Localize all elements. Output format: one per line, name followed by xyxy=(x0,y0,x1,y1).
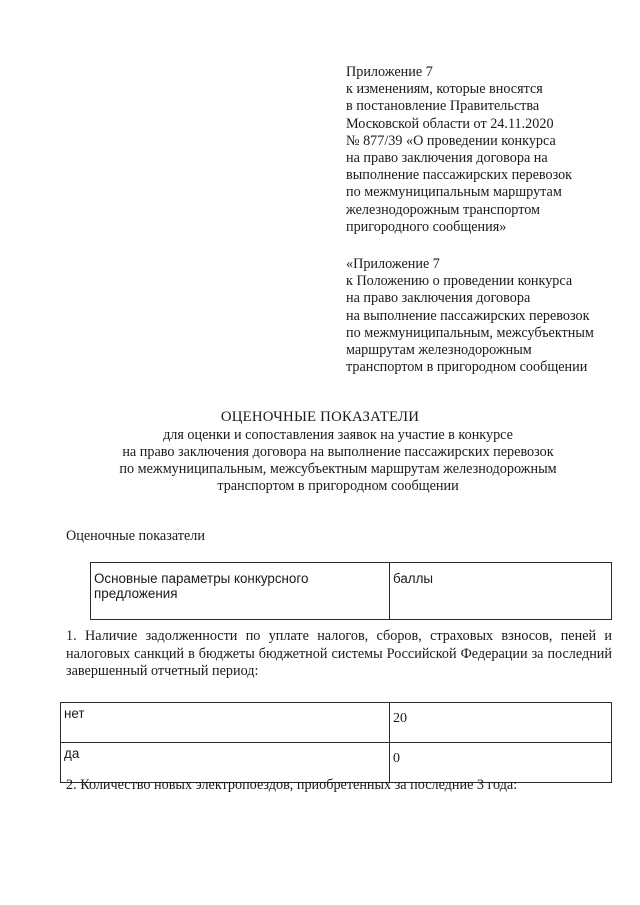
points-cell: 20 xyxy=(390,703,612,743)
section-label: Оценочные показатели xyxy=(66,528,205,544)
appendix-line: Приложение 7 xyxy=(346,64,433,80)
table-row xyxy=(61,703,612,743)
appendix-line: на право заключения договора xyxy=(346,290,531,307)
answer-cell: нет xyxy=(61,703,390,743)
appendix-line: «Приложение 7 xyxy=(346,256,440,272)
header-cell-parameters: Основные параметры конкурсного предложения xyxy=(91,563,390,620)
subtitle-line: транспортом в пригородном сообщении xyxy=(217,478,459,494)
subtitle-line: на право заключения договора на выполнение пассажирских перевозок xyxy=(122,444,554,460)
subtitle-line: по межмуниципальным, межсубъектным маршрутам железнодорожным xyxy=(119,461,557,477)
criterion-1-table xyxy=(60,702,612,783)
appendix-line: железнодорожным транспортом xyxy=(346,201,541,218)
points-cell: 0 xyxy=(390,743,612,783)
appendix-line: пригородного сообщения» xyxy=(346,218,507,235)
criterion-2-text: 2. Количество новых электропоездов, приобретенных за последние 3 года: xyxy=(66,777,518,793)
appendix-line: на выполнение пассажирских перевозок xyxy=(346,307,590,324)
appendix-line: по межмуниципальным маршрутам xyxy=(346,184,562,201)
appendix-line: № 877/39 «О проведении конкурса xyxy=(346,132,556,149)
appendix-line: на право заключения договора на xyxy=(346,150,548,167)
appendix-line: к Положению о проведении конкурса xyxy=(346,273,573,290)
document-subtitle xyxy=(0,427,640,495)
appendix-line: маршрутам железнодорожным xyxy=(346,342,532,359)
answer-cell: да xyxy=(61,743,390,783)
header-cell-points: баллы xyxy=(390,563,612,620)
appendix-line: транспортом в пригородном сообщении xyxy=(346,359,588,376)
appendix-line: выполнение пассажирских перевозок xyxy=(346,167,573,184)
appendix-reference-amendments xyxy=(346,64,626,236)
appendix-line: по межмуниципальным, межсубъектным xyxy=(346,324,594,341)
appendix-line: Московской области от 24.11.2020 xyxy=(346,115,554,132)
subtitle-line: для оценки и сопоставления заявок на участие в конкурсе xyxy=(163,427,513,443)
appendix-line: к изменениям, которые вносятся xyxy=(346,81,543,98)
criteria-header-table xyxy=(90,562,612,620)
table-row xyxy=(91,563,612,620)
criterion-1-text: 1. Наличие задолженности по уплате налогов, сборов, страховых взносов, пеней и налоговых санкций в бюджеты бюджетной системы Российской Федерации за последний завершенный отчетный период: xyxy=(66,628,612,679)
appendix-line: в постановление Правительства xyxy=(346,98,540,115)
appendix-reference-regulation xyxy=(346,256,626,376)
document-title: ОЦЕНОЧНЫЕ ПОКАЗАТЕЛИ xyxy=(220,409,420,425)
